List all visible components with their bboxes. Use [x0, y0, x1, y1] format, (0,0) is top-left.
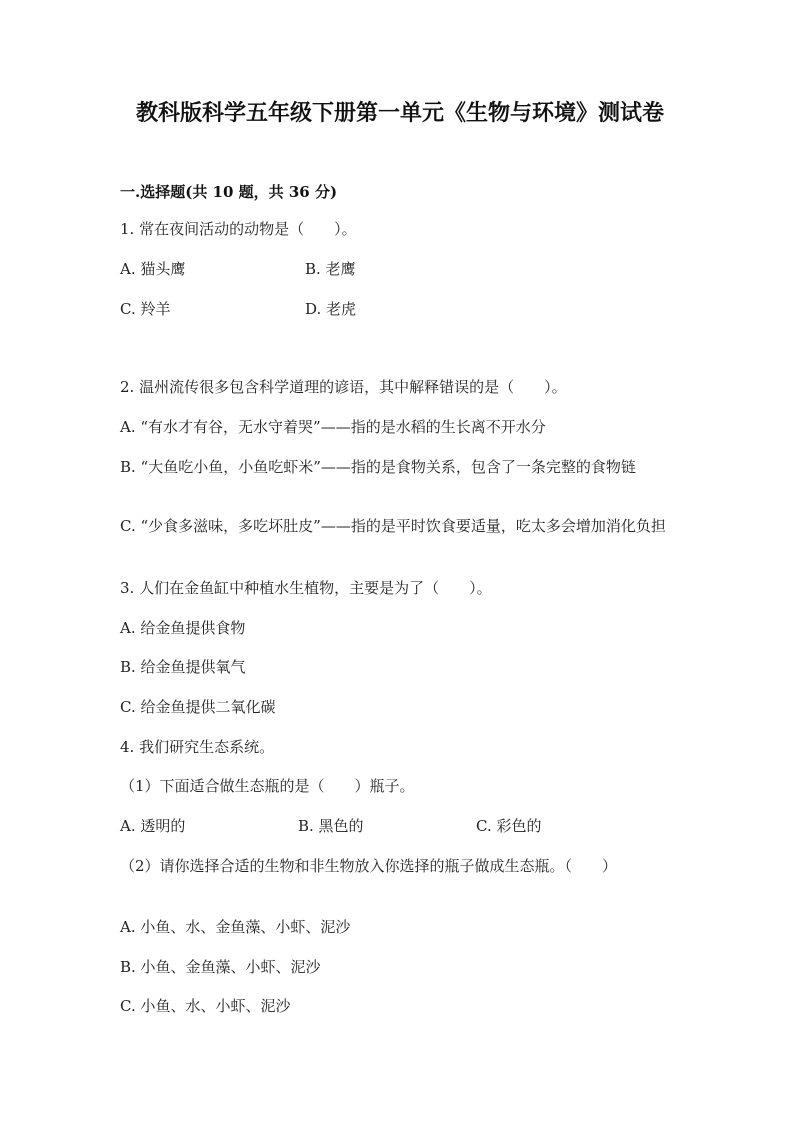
question-1-option-c: C. 羚羊	[120, 300, 171, 318]
question-4-sub-1-option-c: C. 彩色的	[476, 817, 542, 835]
question-1-option-d: D. 老虎	[305, 300, 357, 318]
question-4-sub-1-stem: （1）下面适合做生态瓶的是（ ）瓶子。	[120, 777, 415, 795]
question-2-option-c: C. “少食多滋味，多吃坏肚皮”——指的是平时饮食要适量，吃太多会增加消化负担	[120, 517, 666, 535]
page-title: 教科版科学五年级下册第一单元《生物与环境》测试卷	[135, 100, 664, 126]
question-4-sub-2-option-b: B. 小鱼、金鱼藻、小虾、泥沙	[120, 958, 321, 976]
question-3-stem: 3. 人们在金鱼缸中种植水生植物，主要是为了（ ）。	[120, 579, 492, 597]
question-3-option-a: A. 给金鱼提供食物	[120, 619, 246, 637]
question-4-sub-2-stem: （2）请你选择合适的生物和非生物放入你选择的瓶子做成生态瓶。（ ）	[120, 857, 618, 875]
question-3-option-b: B. 给金鱼提供氧气	[120, 658, 246, 676]
question-4-sub-1-option-a: A. 透明的	[120, 817, 186, 835]
section-heading: 一.选择题(共 10 题，共 36 分)	[120, 183, 338, 201]
question-4-stem: 4. 我们研究生态系统。	[120, 738, 275, 756]
question-4-sub-1-option-b: B. 黑色的	[298, 817, 364, 835]
question-1-option-a: A. 猫头鹰	[120, 260, 186, 278]
question-3-option-c: C. 给金鱼提供二氧化碳	[120, 698, 276, 716]
question-4-sub-2-option-a: A. 小鱼、水、金鱼藻、小虾、泥沙	[120, 918, 351, 936]
question-2-stem: 2. 温州流传很多包含科学道理的谚语，其中解释错误的是（ ）。	[120, 378, 567, 396]
question-2-option-a: A. “有水才有谷，无水守着哭”——指的是水稻的生长离不开水分	[120, 418, 546, 436]
question-2-option-b: B. “大鱼吃小鱼，小鱼吃虾米”——指的是食物关系，包含了一条完整的食物链	[120, 458, 636, 476]
question-1-stem: 1. 常在夜间活动的动物是（ ）。	[120, 220, 357, 238]
question-1-option-b: B. 老鹰	[305, 260, 356, 278]
question-4-sub-2-option-c: C. 小鱼、水、小虾、泥沙	[120, 997, 291, 1015]
